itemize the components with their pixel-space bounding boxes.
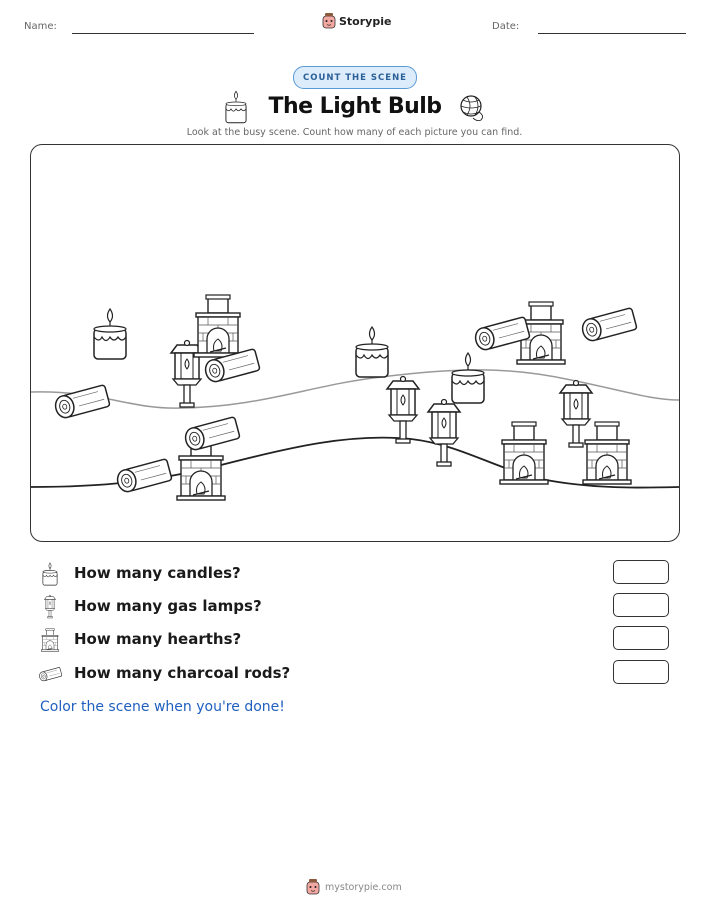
badge-label: COUNT THE SCENE [302, 72, 407, 83]
page-title: The Light Bulb [268, 94, 442, 119]
answer-box-hearths[interactable] [613, 626, 669, 650]
question-text: How many charcoal rods? [74, 664, 291, 682]
footer-note: Color the scene when you're done! [40, 699, 285, 715]
site-url[interactable]: mystorypie.com [325, 881, 402, 893]
question-text: How many hearths? [74, 630, 242, 648]
scene-charcoal-rod [580, 308, 637, 343]
brand [322, 13, 391, 29]
scene-illustration [31, 145, 679, 541]
title-row [0, 90, 709, 124]
name-label: Name: [24, 21, 57, 32]
instructions: Look at the busy scene. Count how many of each picture you can find. [186, 127, 523, 138]
question-row-gas-lamps [38, 593, 678, 621]
scene-gas-lamp [428, 400, 460, 467]
count-scene [30, 144, 680, 542]
gas-lamp-icon [38, 595, 62, 619]
date-line[interactable] [538, 33, 686, 34]
name-line[interactable] [72, 33, 254, 34]
question-text: How many candles? [74, 564, 241, 582]
question-row-hearths [38, 626, 678, 654]
brand-name: Storypie [339, 14, 392, 28]
scene-hearth [194, 295, 242, 357]
charcoal-rod-icon [38, 662, 62, 686]
answer-box-candles[interactable] [613, 560, 669, 584]
scene-candle [94, 309, 126, 359]
question-row-candles [38, 560, 678, 588]
hearth-icon [38, 628, 62, 652]
scene-hearth [583, 422, 631, 484]
storypie-logo-icon [322, 13, 336, 29]
scene-candle [356, 327, 388, 377]
candle-icon [224, 90, 248, 124]
answer-box-gas-lamps[interactable] [613, 593, 669, 617]
storypie-logo-icon [306, 879, 320, 895]
question-text: How many gas lamps? [74, 597, 262, 615]
scene-charcoal-rod [53, 385, 110, 420]
scene-charcoal-rod [115, 459, 172, 494]
question-row-charcoal-rods [38, 660, 678, 688]
scene-gas-lamp [387, 377, 419, 444]
section-badge [293, 66, 417, 89]
site-footer [306, 879, 402, 895]
candle-icon [38, 562, 62, 586]
scene-candle [452, 353, 484, 403]
date-label: Date: [492, 21, 520, 32]
yarn-ball-icon [458, 93, 486, 121]
scene-gas-lamp [560, 381, 592, 448]
scene-hearth [500, 422, 548, 484]
answer-box-charcoal-rods[interactable] [613, 660, 669, 684]
